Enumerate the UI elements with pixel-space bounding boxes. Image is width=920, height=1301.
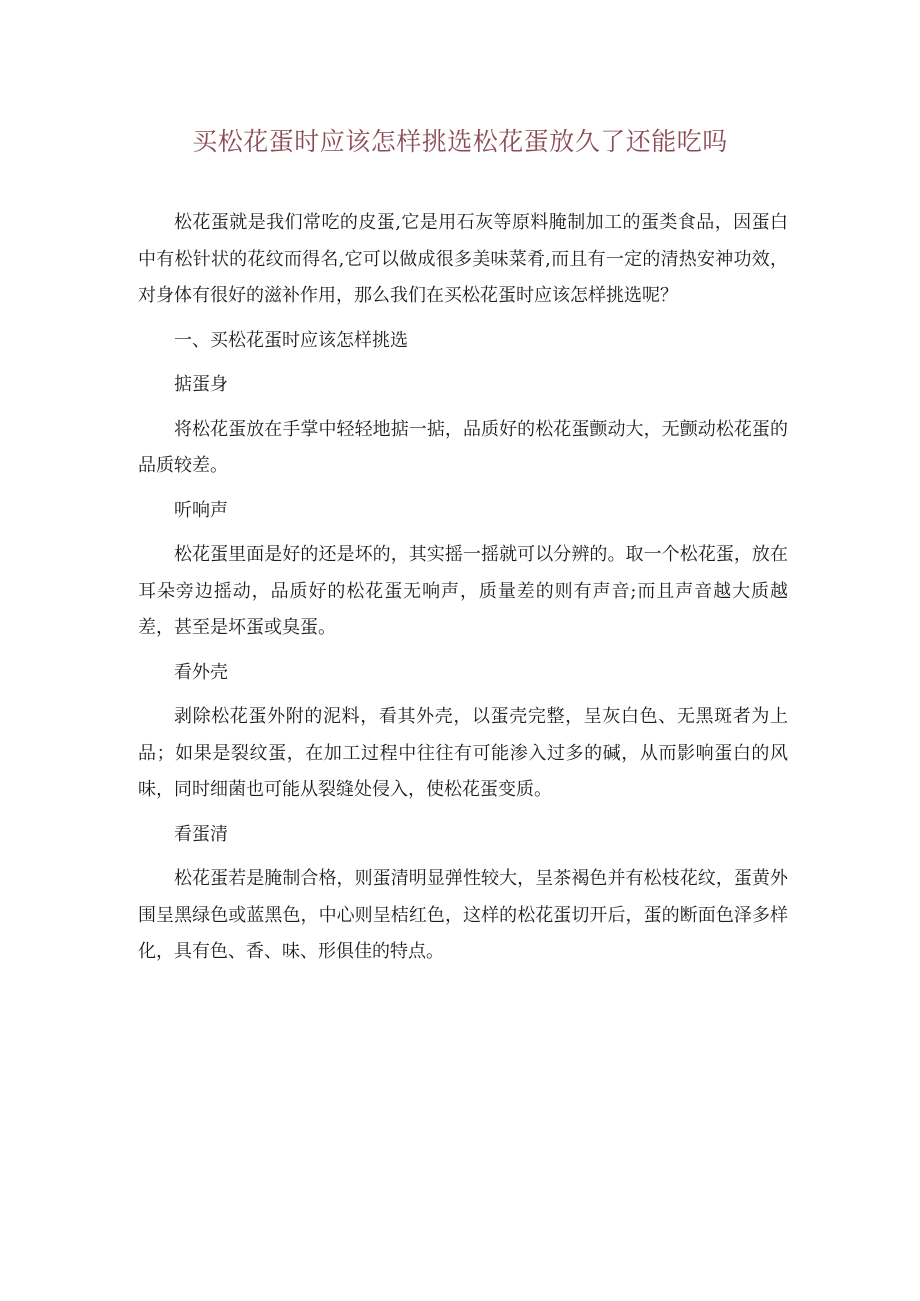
intro-paragraph: 松花蛋就是我们常吃的皮蛋,它是用石灰等原料腌制加工的蛋类食品，因蛋白中有松针状的花纹而得名,它可以做成很多美味菜肴,而且有一定的清热安神功效，对身体有很好的滋补作用，那么我们在买松花蛋时应该怎样挑选呢？ [138,212,788,306]
subheading-weigh: 掂蛋身 [174,374,228,395]
paragraph-shell: 剥除松花蛋外附的泥料，看其外壳，以蛋壳完整，呈灰白色、无黑斑者为上品；如果是裂纹蛋，在加工过程中往往有可能渗入过多的碱，从而影响蛋白的风味，同时细菌也可能从裂缝处侵入，使松花蛋变质。 [138,706,788,800]
section-heading: 一、买松花蛋时应该怎样挑选 [174,329,408,351]
paragraph-egg-white: 松花蛋若是腌制合格，则蛋清明显弹性较大，呈茶褐色并有松枝花纹，蛋黄外围呈黑绿色或蓝黑色，中心则呈桔红色，这样的松花蛋切开后，蛋的断面色泽多样化，具有色、香、味、形俱佳的特点。 [138,868,788,962]
subheading-shell: 看外壳 [174,661,228,683]
paragraph-listen: 松花蛋里面是好的还是坏的，其实摇一摇就可以分辨的。取一个松花蛋，放在耳朵旁边摇动，品质好的松花蛋无响声，质量差的则有声音;而且声音越大质越差，甚至是坏蛋或臭蛋。 [138,544,788,638]
subheading-egg-white: 看蛋清 [174,823,228,845]
document-body [138,205,788,979]
document-title: 买松花蛋时应该怎样挑选松花蛋放久了还能吃吗 [192,127,728,156]
subheading-listen: 听响声 [174,499,228,521]
paragraph-weigh: 将松花蛋放在手掌中轻轻地掂一掂，品质好的松花蛋颤动大，无颤动松花蛋的品质较差。 [138,418,788,476]
